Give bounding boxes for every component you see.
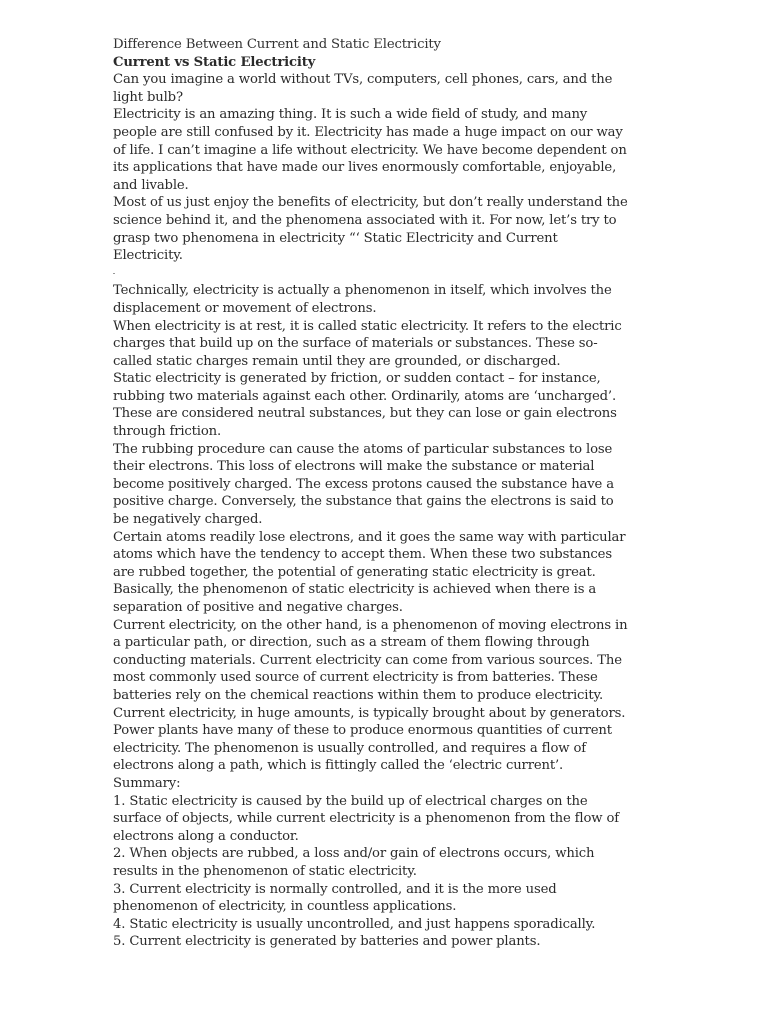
body-paragraph-2: When electricity is at rest, it is called static electricity. It refers to the electric charges that build up on the surface of materials or substances. These so-called static charges remain until they are grounded, or discharged. xyxy=(113,318,622,369)
intro-paragraph-3: Most of us just enjoy the benefits of electricity, but don’t really understand the science behind it, and the phenomena associated with it. For now, let’s try to grasp two phenomena in electricity “‘ Static Electricity and Current Electricity. xyxy=(113,195,628,264)
summary-item: 2. When objects are rubbed, a loss and/or gain of electrons occurs, which results in the phenomenon of static electricity. xyxy=(113,846,595,879)
summary-item: 4. Static electricity is usually uncontrolled, and just happens sporadically. xyxy=(113,916,596,932)
summary-item: 5. Current electricity is generated by batteries and power plants. xyxy=(113,934,541,950)
document-title: Difference Between Current and Static Electricity xyxy=(113,37,441,52)
summary-item: 3. Current electricity is normally controlled, and it is the more used phenomenon of electricity, in countless applications. xyxy=(113,881,557,915)
body-paragraph-5: Certain atoms readily lose electrons, and it goes the same way with particular atoms which have the tendency to accept them. When these two substances are rubbed together, the potential of generating static electricity is great. Basically, the phenomenon of static electricity is achieved when there is a separation of positive and negative charges. xyxy=(113,529,626,615)
intro-paragraph-1: Can you imagine a world without TVs, computers, cell phones, cars, and the light bulb? xyxy=(113,72,613,105)
summary-item: 1. Static electricity is caused by the build up of electrical charges on the surface of objects, while current electricity is a phenomenon from the flow of electrons along a conductor. xyxy=(113,793,619,844)
body-paragraph-1: Technically, electricity is actually a phenomenon in itself, which involves the displacement or movement of electrons. xyxy=(113,283,612,316)
paragraph-spacer xyxy=(113,265,628,283)
body-paragraph-3: Static electricity is generated by friction, or sudden contact – for instance, rubbing two materials against each other. Ordinarily, atoms are ‘uncharged’. These are considered neutral substances, but they can lose or gain electrons through friction. xyxy=(113,371,617,440)
document-page xyxy=(113,36,628,951)
body-paragraph-4: The rubbing procedure can cause the atoms of particular substances to lose their electrons. This loss of electrons will make the substance or material become positively charged. The excess protons caused the substance have a positive charge. Conversely, the substance that gains the electrons is said to be negatively charged. xyxy=(113,441,614,528)
intro-paragraph-2: Electricity is an amazing thing. It is such a wide field of study, and many people are still confused by it. Electricity has made a huge impact on our way of life. I can’t imagine a life without electricity. We have become dependent on its applications that have made our lives enormously comfortable, enjoyable, and livable. xyxy=(113,107,627,193)
stray-mark xyxy=(113,273,115,274)
body-paragraph-6: Current electricity, on the other hand, is a phenomenon of moving electrons in a particular path, or direction, such as a stream of them flowing through conducting materials. Current electricity can come from various sources. The most commonly used source of current electricity is from batteries. These batteries rely on the chemical reactions within them to produce electricity. Current electricity, in huge amounts, is typically brought about by generators. Power plants have many of these to produce enormous quantities of current electricity. The phenomenon is usually controlled, and requires a flow of electrons along a path, which is fittingly called the ‘electric current’. xyxy=(113,617,628,774)
summary-heading: Summary: xyxy=(113,775,181,791)
document-subtitle: Current vs Static Electricity xyxy=(113,54,316,70)
